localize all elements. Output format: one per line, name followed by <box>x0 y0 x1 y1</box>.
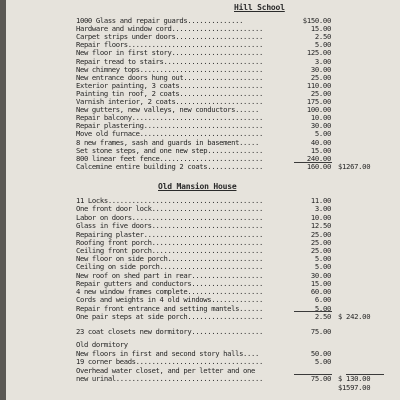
line-item-amount: 5.00 <box>314 304 331 313</box>
section-total: $ 242.00 <box>338 312 371 321</box>
line-item-label: Ceiling on side porch.......................... <box>76 262 263 271</box>
line-item-label: 11 Locks....................................... <box>76 196 263 205</box>
line-item-amount: 30.00 <box>310 121 331 131</box>
subtotal-rule-mansion <box>294 311 332 312</box>
line-item-label: New floor on side porch........................ <box>76 254 263 263</box>
line-item-amount: 25.00 <box>310 88 331 98</box>
line-item-amount: $150.00 <box>302 16 331 25</box>
line-item-amount: 12.50 <box>310 221 331 230</box>
section-total: $ 130.00 <box>338 374 371 383</box>
line-item-label: Ceiling front porch............................ <box>76 246 263 255</box>
line-item-label: New gutters, new valleys, new conductors...... <box>76 105 259 115</box>
line-item-amount: 75.00 <box>310 327 331 336</box>
line-item-label: 1000 Glass and repair guards.............. <box>76 16 244 25</box>
line-item-label: Repair plastering.............................. <box>76 121 263 131</box>
line-item-label: Glass in five doors............................ <box>76 221 263 230</box>
line-item-amount: 3.00 <box>314 204 331 213</box>
line-item-label: Repair tread to stairs......................... <box>76 56 263 66</box>
line-item-label: New chimney tops............................... <box>76 64 263 74</box>
line-item-label: 8 new frames, sash and guards in basement..... <box>76 137 259 147</box>
line-item-amount: 110.00 <box>306 80 331 90</box>
line-item-label: 23 coat closets new dormitory.................. <box>76 327 263 336</box>
line-item-amount: 25.00 <box>310 72 331 82</box>
line-item-label: One front door lock............................ <box>76 204 263 213</box>
line-item-amount: 5.00 <box>314 262 331 271</box>
line-item-amount: 40.00 <box>310 137 331 147</box>
line-item-amount: 25.00 <box>310 230 331 239</box>
line-item-row <box>6 374 400 383</box>
line-item-row <box>6 312 400 321</box>
line-item-row <box>6 357 400 366</box>
document-page <box>6 0 400 400</box>
line-item-amount: 10.00 <box>310 113 331 123</box>
line-item-amount: 50.00 <box>310 349 331 358</box>
line-item-label: Calcemine entire building 2 coats.............. <box>76 161 263 171</box>
line-item-amount: 25.00 <box>310 238 331 247</box>
line-item-label: new urinal..................................... <box>76 374 263 383</box>
line-item-label: Varnish interior, 2 coats...................... <box>76 97 263 106</box>
section-total: $1597.00 <box>338 383 371 392</box>
line-item-label: Hardware and window cord....................... <box>76 24 263 34</box>
line-item-row <box>6 204 400 213</box>
section-total: $1267.00 <box>338 161 371 171</box>
subtotal-rule-hill-school <box>294 162 332 163</box>
line-item-label: Old dormitory <box>76 340 128 349</box>
line-item-label: Move old furnace............................... <box>76 129 263 139</box>
line-item-label: Exterior painting, 3 coats..................... <box>76 80 263 90</box>
line-item-amount: 60.00 <box>310 287 331 296</box>
line-item-label: One pair steps at side porch................... <box>76 312 263 321</box>
line-item-amount: 5.00 <box>314 129 331 139</box>
line-item-label: Labor on doors................................. <box>76 213 263 222</box>
line-item-row <box>6 340 400 349</box>
line-item-label: Painting tin roof, 2 coats..................... <box>76 88 263 98</box>
line-item-label: Repair floors.................................. <box>76 40 263 50</box>
line-item-amount: 100.00 <box>306 105 331 115</box>
line-item-amount: 75.00 <box>310 374 331 383</box>
line-item-amount: 10.00 <box>310 213 331 222</box>
line-item-amount: 5.00 <box>314 254 331 263</box>
line-item-amount: 125.00 <box>306 48 331 58</box>
line-item-amount: 25.00 <box>310 246 331 255</box>
line-item-label: New floor in first story....................... <box>76 48 263 58</box>
line-item-label: 19 corner beads................................ <box>76 357 263 366</box>
line-item-amount: 2.50 <box>314 312 331 321</box>
line-item-amount: 6.00 <box>314 295 331 304</box>
line-item-row <box>6 221 400 230</box>
line-item-amount: 2.50 <box>314 32 331 42</box>
section-title-hill-school: Hill School <box>234 3 285 12</box>
line-item-amount: 30.00 <box>310 271 331 280</box>
line-item-label: New roof on shed part in rear.................. <box>76 271 263 280</box>
line-item-label: Overhead water closet, and per letter and one <box>76 366 255 375</box>
line-item-amount: 15.00 <box>310 145 331 155</box>
line-item-amount: 175.00 <box>306 97 331 106</box>
line-item-amount: 5.00 <box>314 357 331 366</box>
line-item-label: 800 linear feet fence.......................... <box>76 153 263 163</box>
line-item-amount: 3.00 <box>314 56 331 66</box>
grand-total-rule <box>346 374 384 375</box>
subtotal-rule-dormitory <box>294 374 332 375</box>
line-item-row <box>6 162 400 171</box>
line-item-label: New floors in first and second story halls.... <box>76 349 259 358</box>
line-item-amount: 15.00 <box>310 279 331 288</box>
line-item-label: Repairing plaster.............................. <box>76 230 263 239</box>
line-item-row <box>6 295 400 304</box>
line-item-label: Set stone steps, and one new step.............. <box>76 145 263 155</box>
line-item-label: Carpet strips under doors...................... <box>76 32 263 42</box>
section-title-old-mansion-house: Old Mansion House <box>158 182 237 191</box>
line-item-amount: 11.00 <box>310 196 331 205</box>
line-item-row <box>6 327 400 336</box>
line-item-label: Repair balcony................................. <box>76 113 263 123</box>
line-item-amount: 160.00 <box>306 161 331 171</box>
line-item-amount: 30.00 <box>310 64 331 74</box>
line-item-amount: 240.00 <box>306 153 331 163</box>
line-item-label: Cords and weights in 4 old windows............. <box>76 295 263 304</box>
line-item-amount: 15.00 <box>310 24 331 34</box>
line-item-label: Roofing front porch............................ <box>76 238 263 247</box>
line-item-row <box>6 383 400 392</box>
line-item-amount: 5.00 <box>314 40 331 50</box>
line-item-row <box>6 262 400 271</box>
line-item-label: Repair gutters and conductors.................. <box>76 279 263 288</box>
line-item-label: 4 new window frames complete................... <box>76 287 263 296</box>
line-item-label: Repair front entrance and setting mantels...... <box>76 304 263 313</box>
line-item-label: New entrance doors hung out.................... <box>76 72 263 82</box>
